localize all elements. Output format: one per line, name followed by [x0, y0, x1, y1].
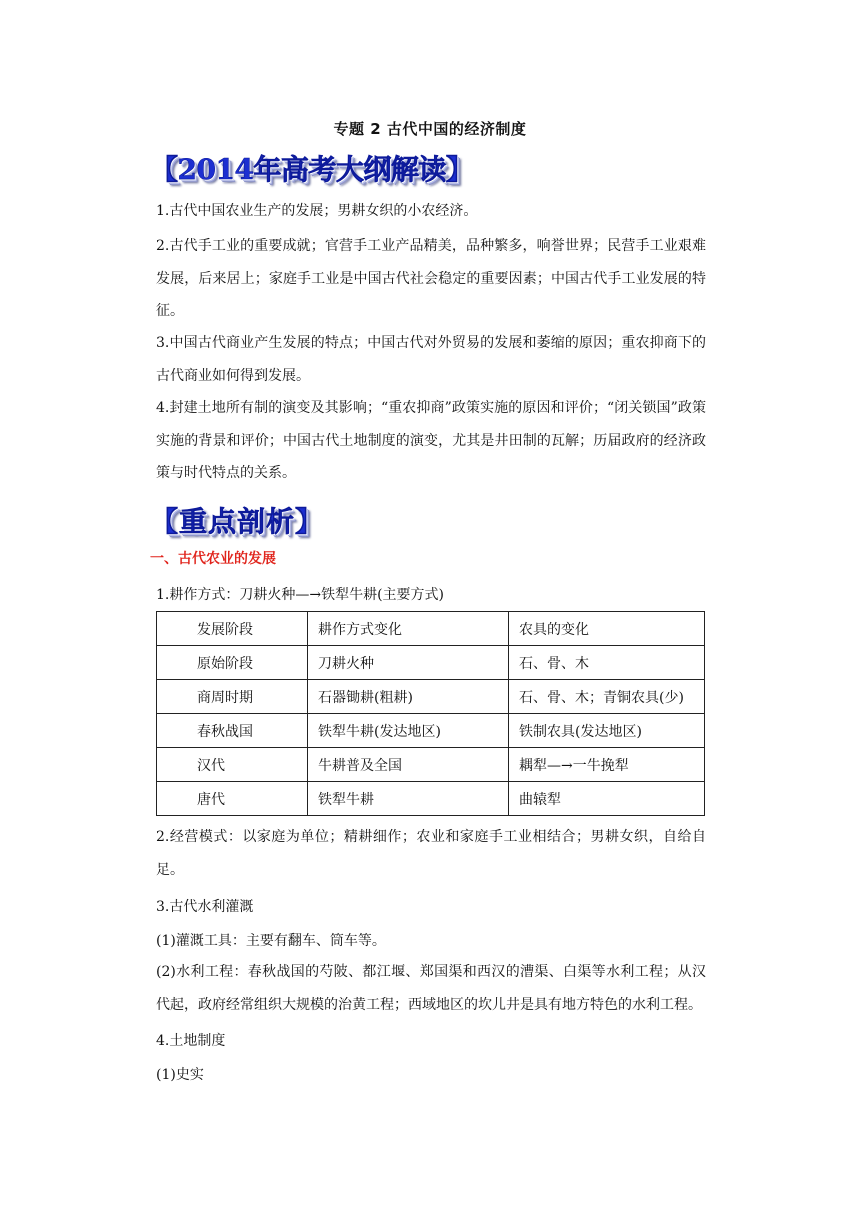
table-cell: 铁制农具(发达地区) [509, 714, 705, 748]
table-cell: 石、骨、木；青铜农具(少) [509, 680, 705, 714]
outline-item-4: 4.封建土地所有制的演变及其影响；“重农抑商”政策实施的原因和评价；“闭关锁国”政策实施的背景和评价；中国古代土地制度的演变，尤其是井田制的瓦解；历届政府的经济政策与时代特点的关系。 [156, 400, 706, 481]
table-cell: 石器锄耕(粗耕) [308, 680, 509, 714]
farming-method: 1.耕作方式：刀耕火种—→铁犁牛耕(主要方式) [156, 587, 445, 603]
banner-outline: 【2014年高考大纲解读】 [150, 153, 474, 186]
table-cell: 石、骨、木 [509, 646, 705, 680]
table-cell: 原始阶段 [157, 646, 308, 680]
table-header-row [157, 612, 705, 646]
table-cell: 刀耕火种 [308, 646, 509, 680]
table-cell: 汉代 [157, 748, 308, 782]
irrigation-title: 3.古代水利灌溉 [156, 899, 254, 915]
table-row [157, 680, 705, 714]
outline-item-2: 2.古代手工业的重要成就；官营手工业产品精美，品种繁多，响誉世界；民营手工业艰难发展，后来居上；家庭手工业是中国古代社会稳定的重要因素；中国古代手工业发展的特征。 [156, 238, 706, 319]
table-cell: 曲辕犁 [509, 782, 705, 816]
table-cell: 牛耕普及全国 [308, 748, 509, 782]
table-row [157, 748, 705, 782]
irrigation-projects: (2)水利工程：春秋战国的芍陂、都江堰、郑国渠和西汉的漕渠、白渠等水利工程；从汉代起，政府经常组织大规模的治黄工程；西域地区的坎儿井是具有地方特色的水利工程。 [156, 964, 706, 1013]
table-cell: 发展阶段 [157, 612, 308, 646]
table-cell: 铁犁牛耕 [308, 782, 509, 816]
management-paragraph: 2.经营模式：以家庭为单位；精耕细作；农业和家庭手工业相结合；男耕女织，自给自足。 [156, 829, 706, 878]
land-facts: (1)史实 [156, 1067, 204, 1083]
page-title: 专题 2 古代中国的经济制度 [333, 120, 527, 138]
table-cell: 商周时期 [157, 680, 308, 714]
table-cell: 唐代 [157, 782, 308, 816]
section-heading: 一、古代农业的发展 [150, 551, 276, 567]
outline-item-3: 3.中国古代商业产生发展的特点；中国古代对外贸易的发展和萎缩的原因；重农抑商下的古代商业如何得到发展。 [156, 335, 706, 384]
table-cell: 农具的变化 [509, 612, 705, 646]
table-row [157, 782, 705, 816]
table-cell: 铁犁牛耕(发达地区) [308, 714, 509, 748]
outline-item-1: 1.古代中国农业生产的发展；男耕女织的小农经济。 [156, 203, 478, 219]
table-row [157, 714, 705, 748]
farming-table [156, 611, 705, 816]
land-title: 4.土地制度 [156, 1033, 226, 1049]
table-cell: 耦犁—→一牛挽犁 [509, 748, 705, 782]
banner-analysis: 【重点剖析】 [150, 505, 325, 538]
irrigation-tools: (1)灌溉工具：主要有翻车、筒车等。 [156, 933, 386, 949]
table-cell: 春秋战国 [157, 714, 308, 748]
table-row [157, 646, 705, 680]
table-cell: 耕作方式变化 [308, 612, 509, 646]
